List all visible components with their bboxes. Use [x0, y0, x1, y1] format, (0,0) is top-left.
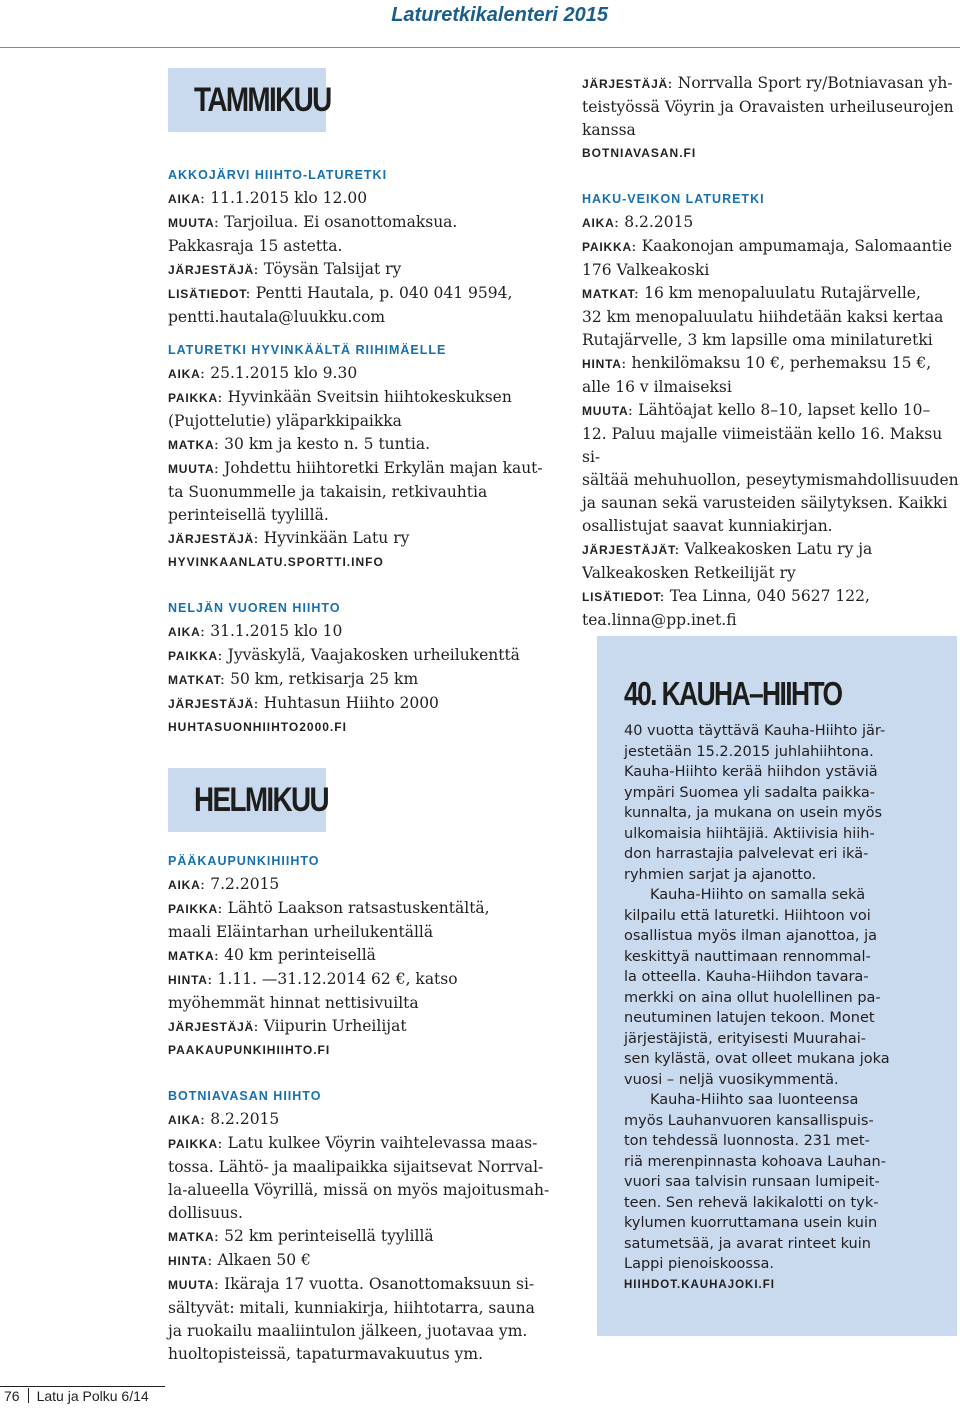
- event-info: Tarjoilua. Ei osanottomaksua.: [224, 213, 458, 231]
- event-distance: 50 km, retkisarja 25 km: [230, 670, 419, 688]
- label-lisatiedot: LISÄTIEDOT:: [582, 590, 665, 604]
- event-title: HAKU-VEIKON LATURETKI: [582, 192, 765, 206]
- event-info: ja saunan sekä varusteiden säilytyksen. Kaikki: [582, 494, 948, 512]
- event-website-link[interactable]: HYVINKAANLATU.SPORTTI.INFO: [168, 555, 384, 569]
- event-distance: 32 km menopaluulatu hiihdetään kaksi kertaa: [582, 308, 944, 326]
- event-info: Lähtöajat kello 8–10, lapset kello 10–: [638, 401, 931, 419]
- feature-body: [624, 721, 924, 1295]
- label-jarjestaja: JÄRJESTÄJÄ:: [168, 263, 259, 277]
- page-number: 76: [4, 1388, 20, 1404]
- feature-text-line: merkki on aina ollut huolellinen pa-: [624, 989, 881, 1006]
- label-matkat: MATKAT:: [582, 287, 640, 301]
- feature-text-line: Kauha-Hiihto saa luonteensa: [650, 1092, 859, 1108]
- event-place: dollisuus.: [168, 1204, 243, 1222]
- feature-text-line: järjestäjistä, erityisesti Muurahai-: [624, 1030, 866, 1047]
- feature-text-line: Lappi pienoiskoossa.: [624, 1256, 775, 1272]
- feature-text-line: osallistua myös ilman ajanottoa, ja: [624, 928, 878, 944]
- left-column: [168, 164, 568, 739]
- label-matka: MATKA:: [168, 1230, 220, 1244]
- event-title: LATURETKI HYVINKÄÄLTÄ RIIHIMÄELLE: [168, 343, 447, 357]
- event-paakaupunki: [168, 850, 568, 1062]
- kauha-hiihto-feature-box: [597, 636, 957, 1336]
- label-aika: AIKA:: [168, 192, 206, 206]
- event-info: sältää mehuhuollon, peseytymismahdollisuuden: [582, 471, 959, 489]
- event-organizer: teistyössä Vöyrin ja Oravaisten urheiluseurojen: [582, 98, 954, 116]
- event-title: AKKOJÄRVI HIIHTO-LATURETKI: [168, 168, 388, 182]
- event-akkojarvi: [168, 164, 568, 329]
- event-organizer: Valkeakosken Retkeilijät ry: [582, 564, 796, 582]
- feature-text-line: ryhmien sarjat ja ajanotto.: [624, 866, 817, 883]
- feature-text-line: jestetään 15.2.2015 juhlahiihtona.: [624, 743, 874, 760]
- feature-text-line: kunnalta, ja mukana on usein myös: [624, 805, 883, 821]
- feature-text-line: Kauha-Hiihto on samalla sekä: [650, 887, 866, 903]
- label-hinta: HINTA:: [168, 973, 213, 987]
- event-info: huoltopisteissä, tapaturmavakuutus ym.: [168, 1345, 484, 1363]
- event-botniavasan: [168, 1085, 568, 1366]
- feature-text-line: kylumen kuorruttamana usein kuin: [624, 1215, 878, 1231]
- label-paikka: PAIKKA:: [582, 240, 637, 254]
- event-place: Jyväskylä, Vaajakosken urheilukenttä: [227, 646, 520, 664]
- right-column: [582, 72, 960, 632]
- event-place: 176 Valkeakoski: [582, 261, 710, 279]
- label-paikka: PAIKKA:: [168, 391, 223, 405]
- feature-text-line: vuori saa talvisin runsaan lumipeit-: [624, 1174, 880, 1190]
- event-price: alle 16 v ilmaiseksi: [582, 378, 732, 396]
- event-price: henkilömaksu 10 €, perhemaksu 15 €,: [631, 354, 932, 372]
- month-label: HELMIKUU: [194, 781, 329, 819]
- header-rule: [0, 47, 960, 48]
- event-info: 12. Paluu majalle viimeistään kello 16. Maksu si-: [582, 425, 943, 466]
- event-place: Hyvinkään Sveitsin hiihtokeskuksen: [227, 388, 512, 406]
- event-price: Alkaen 50 €: [217, 1251, 311, 1269]
- feature-text-line: 40 vuotta täyttävä Kauha-Hiihto jär-: [624, 723, 886, 739]
- label-paikka: PAIKKA:: [168, 1137, 223, 1151]
- footer-rule: [0, 1386, 165, 1387]
- label-jarjestaja: JÄRJESTÄJÄ:: [168, 1020, 259, 1034]
- label-aika: AIKA:: [168, 625, 206, 639]
- feature-text-line: satumetsää, ja avarat rinteet kuin: [624, 1235, 871, 1252]
- event-distance: 16 km menopaluulatu Rutajärvelle,: [644, 284, 921, 302]
- footer-separator: [28, 1388, 29, 1403]
- magazine-name: Latu ja Polku 6/14: [36, 1388, 149, 1404]
- event-time: 25.1.2015 klo 9.30: [210, 364, 358, 382]
- feature-text-line: keskittyä nauttimaan rennommal-: [624, 948, 871, 965]
- label-lisatiedot: LISÄTIEDOT:: [168, 287, 251, 301]
- event-contact: Pentti Hautala, p. 040 041 9594,: [255, 284, 513, 302]
- event-title: BOTNIAVASAN HIIHTO: [168, 1089, 322, 1103]
- feature-text-line: ton tehdessä luonnosta. 231 met-: [624, 1133, 870, 1149]
- feature-text-line: vuosi – neljä vuosikymmentä.: [624, 1071, 839, 1088]
- label-hinta: HINTA:: [582, 357, 627, 371]
- label-muuta: MUUTA:: [168, 1278, 220, 1292]
- feature-text-line: Kauha-Hiihto kerää hiihdon ystäviä: [624, 764, 878, 780]
- event-contact-email: tea.linna@pp.inet.fi: [582, 611, 737, 629]
- event-time: 8.2.2015: [210, 1110, 280, 1128]
- event-place: maali Eläintarhan urheilukentällä: [168, 923, 434, 941]
- feature-text-line: kilpailu että laturetki. Hiihtoon voi: [624, 907, 871, 924]
- feature-text-line: ympäri Suomea yli sadalta paikka-: [624, 784, 875, 801]
- event-haku-veikon: [582, 188, 960, 632]
- label-jarjestaja: JÄRJESTÄJÄ:: [168, 532, 259, 546]
- feature-website-link[interactable]: HIIHDOT.KAUHAJOKI.FI: [624, 1278, 775, 1291]
- feature-text-line: riä merenpinnasta kohoava Lauhan-: [624, 1153, 886, 1170]
- event-price: 1.11. —31.12.2014 62 €, katso: [217, 970, 458, 988]
- label-matka: MATKA:: [168, 438, 220, 452]
- event-distance: 40 km perinteisellä: [224, 946, 376, 964]
- event-hyvinkaa: [168, 339, 568, 574]
- page-header-title: Laturetkikalenteri 2015: [391, 4, 608, 26]
- event-website-link[interactable]: HUHTASUONHIIHTO2000.FI: [168, 720, 347, 734]
- feature-text-line: don harrastajia palvelevat eri ikä-: [624, 846, 869, 862]
- event-place: tossa. Lähtö- ja maalipaikka sijaitsevat Norrval-: [168, 1158, 544, 1176]
- event-organizer: Hyvinkään Latu ry: [263, 529, 410, 547]
- event-organizer: Viipurin Urheilijat: [263, 1017, 407, 1035]
- event-time: 8.2.2015: [624, 213, 694, 231]
- event-price: myöhemmät hinnat nettisivuilta: [168, 994, 419, 1012]
- label-jarjestaja: JÄRJESTÄJÄ:: [582, 77, 673, 91]
- label-muuta: MUUTA:: [168, 462, 220, 476]
- event-contact: Tea Linna, 040 5627 122,: [669, 587, 870, 605]
- label-matka: MATKA:: [168, 949, 220, 963]
- left-column-february: [168, 850, 568, 1366]
- event-distance: 30 km ja kesto n. 5 tuntia.: [224, 435, 430, 453]
- event-organizer: Huhtasun Hiihto 2000: [263, 694, 439, 712]
- feature-text-line: myös Lauhanvuoren kansallispuis-: [624, 1112, 874, 1129]
- event-website-link[interactable]: PAAKAUPUNKIHIIHTO.FI: [168, 1043, 331, 1057]
- label-muuta: MUUTA:: [168, 216, 220, 230]
- event-info: Johdettu hiihtoretki Erkylän majan kaut-: [224, 459, 543, 477]
- label-aika: AIKA:: [168, 367, 206, 381]
- event-info: perinteisellä tyylillä.: [168, 506, 329, 524]
- feature-text-line: teen. Sen rehevä lakikalotti on tyk-: [624, 1194, 879, 1211]
- event-place: la-alueella Vöyrillä, missä on myös majoitusmah-: [168, 1181, 550, 1199]
- label-matkat: MATKAT:: [168, 673, 226, 687]
- label-paikka: PAIKKA:: [168, 649, 223, 663]
- event-time: 11.1.2015 klo 12.00: [210, 189, 368, 207]
- page-footer: [4, 1388, 149, 1404]
- event-place: Latu kulkee Vöyrin vaihtelevassa maas-: [227, 1134, 538, 1152]
- event-contact-email: pentti.hautala@luukku.com: [168, 308, 386, 326]
- event-info: ta Suonummelle ja takaisin, retkivauhtia: [168, 483, 488, 501]
- event-time: 31.1.2015 klo 10: [210, 622, 343, 640]
- feature-text-line: neutuminen latujen tekoon. Monet: [624, 1010, 875, 1026]
- event-info: Pakkasraja 15 astetta.: [168, 237, 343, 255]
- event-organizer: Töysän Talsijat ry: [263, 260, 402, 278]
- event-distance: Rutajärvelle, 3 km lapsille oma minilaturetki: [582, 331, 933, 349]
- feature-title: 40. KAUHA–HIIHTO: [624, 675, 842, 712]
- label-paikka: PAIKKA:: [168, 902, 223, 916]
- event-info: osallistujat saavat kunniakirjan.: [582, 517, 833, 535]
- event-organizer: kanssa: [582, 121, 636, 139]
- label-aika: AIKA:: [168, 878, 206, 892]
- event-neljan-vuoren: [168, 597, 568, 739]
- label-jarjestajat: JÄRJESTÄJÄT:: [582, 543, 680, 557]
- event-organizer: Norrvalla Sport ry/Botniavasan yh-: [677, 74, 953, 92]
- event-website-link[interactable]: BOTNIAVASAN.FI: [582, 146, 697, 160]
- label-jarjestaja: JÄRJESTÄJÄ:: [168, 697, 259, 711]
- event-time: 7.2.2015: [210, 875, 280, 893]
- month-heading-tammikuu: [168, 68, 331, 132]
- label-aika: AIKA:: [582, 216, 620, 230]
- event-botniavasan-continued: [582, 72, 960, 165]
- feature-text-line: ulkomaisia hiihtäjiä. Aktiivisia hiih-: [624, 825, 875, 842]
- label-aika: AIKA:: [168, 1113, 206, 1127]
- month-label: TAMMIKUU: [194, 81, 331, 119]
- event-info: Ikäraja 17 vuotta. Osanottomaksuun si-: [224, 1275, 535, 1293]
- event-organizer: Valkeakosken Latu ry ja: [684, 540, 873, 558]
- label-hinta: HINTA:: [168, 1254, 213, 1268]
- event-info: sältyvät: mitali, kunniakirja, hiihtotarra, sauna: [168, 1299, 535, 1317]
- event-title: PÄÄKAUPUNKIHIIHTO: [168, 854, 320, 868]
- event-place: (Pujottelutie) yläparkkipaikka: [168, 412, 402, 430]
- event-title: NELJÄN VUOREN HIIHTO: [168, 601, 341, 615]
- feature-text-line: la otteella. Kauha-Hiihdon tavara-: [624, 969, 869, 985]
- event-place: Kaakonojan ampumamaja, Salomaantie: [641, 237, 953, 255]
- event-place: Lähtö Laakson ratsastuskentältä,: [227, 899, 490, 917]
- label-muuta: MUUTA:: [582, 404, 634, 418]
- feature-text-line: sen kylästä, ovat olleet mukana joka: [624, 1051, 890, 1067]
- month-heading-helmikuu: [168, 768, 329, 832]
- event-distance: 52 km perinteisellä tyylillä: [224, 1227, 434, 1245]
- event-info: ja ruokailu maaliintulon jälkeen, juotavaa ym.: [168, 1322, 528, 1340]
